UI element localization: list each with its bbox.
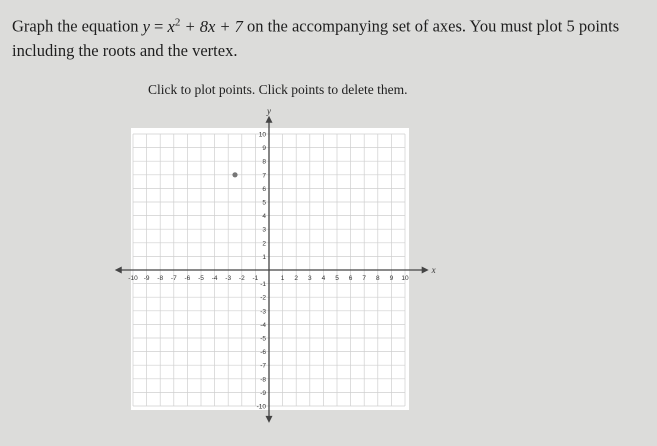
x-tick-label: 5	[335, 275, 339, 282]
y-tick-label: 10	[258, 131, 266, 139]
x-tick-label: -4	[211, 275, 218, 282]
y-tick-label: -8	[260, 376, 266, 384]
x-tick-label: 1	[280, 275, 285, 282]
y-tick-label: 4	[262, 213, 266, 221]
y-tick-label: -9	[260, 389, 266, 397]
y-axis-arrow-down-icon	[266, 416, 273, 423]
y-tick-label: 6	[262, 185, 266, 193]
y-tick-label: -3	[260, 308, 266, 316]
x-tick-label: -10	[128, 275, 138, 282]
equation: $y = x^2 + 8x + 7$	[142, 16, 243, 36]
y-tick-label: -7	[260, 362, 266, 370]
plotted-point[interactable]	[232, 172, 237, 177]
x-tick-label: -7	[170, 275, 177, 282]
plotted-points[interactable]	[232, 172, 237, 177]
y-axis-label: y	[267, 105, 271, 116]
y-tick-label: 5	[262, 199, 266, 207]
y-tick-label: -4	[260, 321, 266, 329]
y-tick-label: 9	[262, 145, 266, 153]
x-tick-label: -1	[252, 275, 259, 282]
y-tick-label: -2	[260, 294, 266, 302]
y-tick-label: -1	[260, 281, 266, 289]
y-tick-label: 1	[262, 253, 266, 261]
y-axis-arrow-up-icon	[266, 116, 273, 123]
x-tick-label: -3	[225, 275, 232, 282]
x-tick-label: -6	[184, 275, 191, 282]
x-tick-label: 6	[348, 275, 353, 282]
question-suffix: on the accompanying set of axes. You must plot 5 points including the roots and the vertex.	[12, 16, 620, 60]
x-tick-label: -9	[143, 275, 150, 282]
y-tick-label: -10	[256, 403, 266, 411]
x-axis-arrow-right-icon	[422, 267, 429, 274]
x-axis-label: x	[431, 265, 436, 275]
x-tick-label: 10	[401, 275, 409, 282]
x-tick-label: -2	[238, 275, 245, 282]
y-tick-label: 7	[262, 172, 266, 180]
x-tick-label: 7	[362, 275, 367, 282]
x-axis-arrow-left-icon	[115, 267, 122, 274]
y-tick-label: 2	[262, 240, 266, 248]
question-prefix: Graph the equation	[12, 16, 143, 36]
x-tick-label: 8	[375, 275, 380, 282]
instruction-text: Click to plot points. Click points to delete them.	[148, 82, 408, 97]
x-tick-label: 9	[389, 275, 394, 282]
plot-area[interactable]	[131, 128, 409, 410]
y-tick-label: 3	[262, 226, 266, 234]
y-tick-label: -6	[260, 349, 266, 357]
x-tick-label: 2	[294, 275, 299, 282]
x-tick-label: -5	[198, 275, 204, 282]
x-tick-label: -8	[157, 275, 164, 282]
y-tick-label: 8	[262, 158, 266, 166]
x-tick-label: 4	[321, 275, 326, 282]
x-tick-label: 3	[307, 275, 312, 282]
y-tick-label: -5	[260, 335, 266, 343]
